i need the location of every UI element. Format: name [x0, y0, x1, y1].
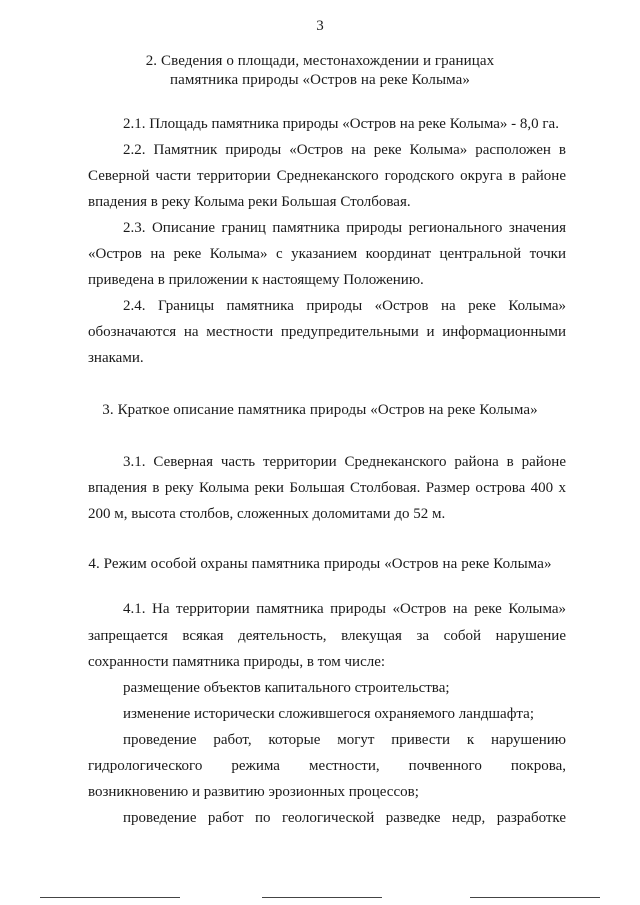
paragraph-2-1: 2.1. Площадь памятника природы «Остров на реке Колыма» - 8,0 га.	[123, 116, 559, 132]
paragraph-2-4-line-3: знаками.	[88, 350, 144, 366]
list-item-3-line-3: возникновению и развитию эрозионных процессов;	[88, 784, 419, 800]
paragraph-2-3-line-3: приведена в приложении к настоящему Положению.	[88, 272, 424, 288]
paragraph-2-2-line-1: 2.2. Памятник природы «Остров на реке Колыма» расположен в	[123, 142, 566, 158]
list-item-2: изменение исторически сложившегося охраняемого ландшафта;	[123, 706, 534, 722]
paragraph-2-2-line-3: впадения в реку Колыма реки Большая Столбовая.	[88, 194, 411, 210]
page-number: 3	[316, 18, 324, 34]
bottom-rule-middle	[262, 897, 382, 898]
section-4-heading: 4. Режим особой охраны памятника природы «Остров на реке Колыма»	[88, 556, 552, 572]
bottom-rule-left	[40, 897, 180, 898]
section-3-heading: 3. Краткое описание памятника природы «Остров на реке Колыма»	[102, 402, 538, 418]
paragraph-2-4-line-1: 2.4. Границы памятника природы «Остров на реке Колыма»	[123, 298, 566, 314]
list-item-1: размещение объектов капитального строительства;	[123, 680, 450, 696]
paragraph-4-1-line-3: сохранности памятника природы, в том числе:	[88, 654, 386, 670]
list-item-3-line-2: гидрологического режима местности, почвенного покрова,	[88, 758, 566, 774]
paragraph-3-1-line-3: 200 м, высота столбов, сложенных доломитами до 52 м.	[88, 506, 446, 522]
paragraph-2-3-line-1: 2.3. Описание границ памятника природы регионального значения	[123, 220, 566, 236]
paragraph-4-1-line-2: запрещается всякая деятельность, влекущая за собой нарушение	[88, 628, 566, 644]
paragraph-4-1-line-1: 4.1. На территории памятника природы «Остров на реке Колыма»	[123, 601, 566, 617]
list-item-4-line-1: проведение работ по геологической разведке недр, разработке	[123, 810, 566, 826]
section-2-heading-line-1: 2. Сведения о площади, местонахождении и границах	[145, 53, 495, 69]
paragraph-2-4-line-2: обозначаются на местности предупредительными и информационными	[88, 324, 566, 340]
paragraph-3-1-line-2: впадения в реку Колыма реки Большая Столбовая. Размер острова 400 х	[88, 480, 566, 496]
section-2-heading	[60, 52, 580, 90]
paragraph-3-1-line-1: 3.1. Северная часть территории Среднеканского района в районе	[123, 454, 566, 470]
list-item-3-line-1: проведение работ, которые могут привести к нарушению	[123, 732, 566, 748]
bottom-rule-right	[470, 897, 600, 898]
paragraph-2-2-line-2: Северной части территории Среднеканского городского округа в районе	[88, 168, 566, 184]
section-2-heading-line-2: памятника природы «Остров на реке Колыма»	[170, 72, 470, 88]
paragraph-2-3-line-2: «Остров на реке Колыма» с указанием координат центральной точки	[88, 246, 566, 262]
